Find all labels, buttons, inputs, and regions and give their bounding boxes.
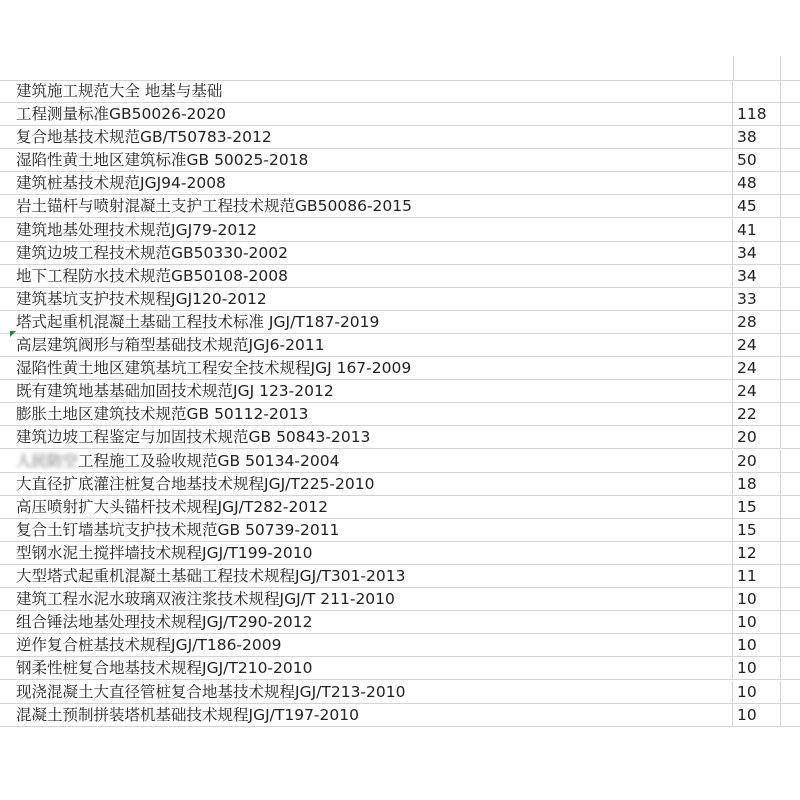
- table-row[interactable]: [0, 565, 800, 588]
- partial-row-top: [0, 56, 800, 81]
- column-divider: [733, 56, 734, 80]
- count-cell[interactable]: 50: [737, 151, 757, 170]
- error-indicator-icon: [10, 331, 16, 337]
- standard-name-text: 既有建筑地基基础加固技术规范JGJ 123-2012: [16, 382, 334, 401]
- standard-name-cell[interactable]: [0, 334, 733, 356]
- standard-name-text: 岩土锚杆与喷射混凝土支护工程技术规范GB50086-2015: [16, 197, 412, 216]
- table-row[interactable]: [0, 496, 800, 519]
- standard-name-cell[interactable]: [0, 450, 733, 472]
- standard-name-text: 建筑基坑支护技术规程JGJ120-2012: [16, 289, 267, 308]
- column-divider: [780, 496, 781, 518]
- standard-name-text: 混凝土预制拼装塔机基础技术规程JGJ/T197-2010: [16, 705, 359, 724]
- column-divider: [780, 149, 781, 171]
- standard-name-text: 建筑桩基技术规范JGJ94-2008: [16, 174, 226, 193]
- count-cell[interactable]: 11: [737, 567, 757, 585]
- column-divider: [780, 588, 781, 610]
- table-row[interactable]: [0, 426, 800, 449]
- column-divider: [780, 219, 781, 241]
- count-cell[interactable]: 24: [737, 359, 757, 378]
- column-divider: [780, 403, 781, 425]
- standard-name-cell[interactable]: [0, 265, 733, 287]
- table-row[interactable]: [0, 334, 800, 357]
- standard-name-text: 现浇混凝土大直径管桩复合地基技术规程JGJ/T213-2010: [16, 682, 406, 701]
- column-divider: [780, 473, 781, 495]
- table-row[interactable]: [0, 473, 800, 496]
- count-cell[interactable]: 45: [737, 197, 757, 216]
- column-divider: [780, 334, 781, 356]
- standard-name-cell[interactable]: [0, 565, 733, 587]
- table-row[interactable]: [0, 519, 800, 542]
- table-row[interactable]: [0, 149, 800, 172]
- standard-name-text: 建筑地基处理技术规范JGJ79-2012: [16, 220, 257, 239]
- standard-name-cell[interactable]: [0, 519, 733, 541]
- standard-name-text: 建筑边坡工程鉴定与加固技术规范GB 50843-2013: [16, 428, 371, 447]
- count-cell[interactable]: 48: [737, 174, 757, 193]
- column-divider: [780, 80, 781, 102]
- table-row[interactable]: [0, 634, 800, 657]
- column-divider: [780, 519, 781, 541]
- standard-name-cell[interactable]: [0, 149, 733, 171]
- table-row[interactable]: [0, 681, 800, 704]
- standard-name-text: 湿陷性黄土地区建筑基坑工程安全技术规程JGJ 167-2009: [16, 359, 412, 378]
- standard-name-text: 地下工程防水技术规范GB50108-2008: [16, 266, 288, 285]
- standard-name-text: 高层建筑阀形与箱型基础技术规范JGJ6-2011: [16, 336, 325, 354]
- column-divider: [780, 426, 781, 448]
- column-divider: [780, 265, 781, 287]
- count-cell[interactable]: 38: [737, 128, 757, 147]
- column-divider: [780, 634, 781, 656]
- standard-name-text: 工程施工及验收规范GB 50134-2004: [78, 451, 340, 470]
- table-row[interactable]: [0, 403, 800, 426]
- standard-name-text: 复合土钉墙基坑支护技术规范GB 50739-2011: [16, 520, 340, 539]
- column-divider: [780, 126, 781, 148]
- table-row[interactable]: [0, 357, 800, 380]
- standard-name-text: 复合地基技术规范GB/T50783-2012: [16, 128, 272, 147]
- count-cell[interactable]: 34: [737, 243, 757, 262]
- table-row[interactable]: [0, 311, 800, 334]
- table-row[interactable]: [0, 219, 800, 242]
- standard-name-cell[interactable]: [0, 542, 733, 564]
- standard-name-cell[interactable]: [0, 426, 733, 448]
- column-divider: [780, 565, 781, 587]
- standard-name-text: 逆作复合桩基技术规程JGJ/T186-2009: [16, 636, 282, 655]
- column-divider: [780, 450, 781, 472]
- table-row[interactable]: [0, 450, 800, 473]
- standard-name-cell[interactable]: [0, 473, 733, 495]
- count-cell[interactable]: 34: [737, 266, 757, 285]
- count-cell[interactable]: 10: [737, 659, 757, 678]
- column-divider: [780, 172, 781, 194]
- count-cell[interactable]: 15: [737, 520, 757, 539]
- table-row[interactable]: [0, 588, 800, 611]
- standard-name-cell[interactable]: [0, 704, 733, 726]
- standard-name-text: 组合锤法地基处理技术规程JGJ/T290-2012: [16, 613, 313, 632]
- standard-name-cell[interactable]: [0, 496, 733, 518]
- table-row[interactable]: [0, 288, 800, 311]
- standard-name-cell[interactable]: [0, 311, 733, 333]
- standard-name-text: 大直径扩底灌注桩复合地基技术规程JGJ/T225-2010: [16, 474, 375, 493]
- standard-name-cell[interactable]: [0, 242, 733, 264]
- count-cell[interactable]: 10: [737, 613, 757, 632]
- standard-name-text: 湿陷性黄土地区建筑标准GB 50025-2018: [16, 151, 309, 170]
- column-divider: [780, 380, 781, 402]
- count-cell[interactable]: 22: [737, 405, 757, 424]
- standard-name-text: 型钢水泥土搅拌墙技术规程JGJ/T199-2010: [16, 543, 313, 562]
- count-cell[interactable]: 10: [737, 682, 757, 701]
- standard-name-cell[interactable]: [0, 611, 733, 633]
- count-cell[interactable]: 10: [737, 636, 757, 655]
- column-divider: [780, 681, 781, 703]
- count-cell[interactable]: 24: [737, 336, 757, 354]
- column-divider: [780, 657, 781, 679]
- count-cell[interactable]: 10: [737, 705, 757, 724]
- column-divider: [780, 704, 781, 726]
- table-row[interactable]: [0, 172, 800, 195]
- column-divider: [780, 242, 781, 264]
- count-cell[interactable]: 12: [737, 543, 757, 562]
- standard-name-cell[interactable]: [0, 195, 733, 217]
- table-row[interactable]: [0, 265, 800, 288]
- table-row[interactable]: [0, 126, 800, 149]
- section-header-cell[interactable]: 建筑施工规范大全 地基与基础: [0, 80, 733, 102]
- column-divider: [780, 542, 781, 564]
- column-divider: [780, 611, 781, 633]
- standard-name-text: 建筑工程水泥水玻璃双液注浆技术规程JGJ/T 211-2010: [16, 590, 395, 609]
- standard-name-text: 高压喷射扩大头锚杆技术规程JGJ/T282-2012: [16, 497, 328, 516]
- column-divider: [780, 311, 781, 333]
- count-cell[interactable]: 10: [737, 590, 757, 609]
- table-row[interactable]: [0, 704, 800, 727]
- count-cell[interactable]: 18: [737, 474, 757, 493]
- count-cell[interactable]: 24: [737, 382, 757, 401]
- column-divider: [780, 195, 781, 217]
- count-cell[interactable]: 41: [737, 220, 757, 239]
- standard-name-cell[interactable]: [0, 288, 733, 310]
- standard-name-text: 塔式起重机混凝土基础工程技术标准 JGJ/T187-2019: [16, 312, 380, 331]
- table-row[interactable]: [0, 195, 800, 218]
- standard-name-cell[interactable]: [0, 681, 733, 703]
- standard-name-cell[interactable]: [0, 380, 733, 402]
- standard-name-text: 工程测量标准GB50026-2020: [16, 105, 226, 123]
- standard-name-cell[interactable]: [0, 172, 733, 194]
- standard-name-cell[interactable]: [0, 126, 733, 148]
- table-row[interactable]: [0, 103, 800, 126]
- standard-name-text: 膨胀土地区建筑技术规范GB 50112-2013: [16, 405, 309, 424]
- count-cell[interactable]: 20: [737, 451, 757, 470]
- table-row[interactable]: [0, 380, 800, 403]
- standard-name-cell[interactable]: [0, 634, 733, 656]
- standard-name-text: 建筑边坡工程技术规范GB50330-2002: [16, 243, 288, 262]
- table-row[interactable]: [0, 611, 800, 634]
- count-cell[interactable]: 118: [737, 105, 767, 123]
- standard-name-cell[interactable]: [0, 657, 733, 679]
- standard-name-text: 大型塔式起重机混凝土基础工程技术规程JGJ/T301-2013: [16, 567, 406, 585]
- column-divider: [780, 56, 781, 80]
- standard-name-cell[interactable]: [0, 219, 733, 241]
- count-cell[interactable]: 20: [737, 428, 757, 447]
- column-divider: [780, 357, 781, 379]
- count-cell-empty[interactable]: [733, 80, 800, 102]
- header-row[interactable]: [0, 80, 800, 103]
- standard-name-cell[interactable]: [0, 103, 733, 125]
- standard-name-cell[interactable]: [0, 357, 733, 379]
- standard-name-text: 钢柔性桩复合地基技术规程JGJ/T210-2010: [16, 659, 313, 678]
- blurred-text: 人民防空: [16, 451, 79, 470]
- table-row[interactable]: [0, 657, 800, 680]
- column-divider: [780, 103, 781, 125]
- table-row[interactable]: [0, 542, 800, 565]
- standard-name-cell[interactable]: [0, 403, 733, 425]
- table-row[interactable]: [0, 242, 800, 265]
- column-divider: [780, 288, 781, 310]
- count-cell[interactable]: 15: [737, 497, 757, 516]
- count-cell[interactable]: 33: [737, 289, 757, 308]
- count-cell[interactable]: 28: [737, 312, 757, 331]
- standard-name-cell[interactable]: [0, 588, 733, 610]
